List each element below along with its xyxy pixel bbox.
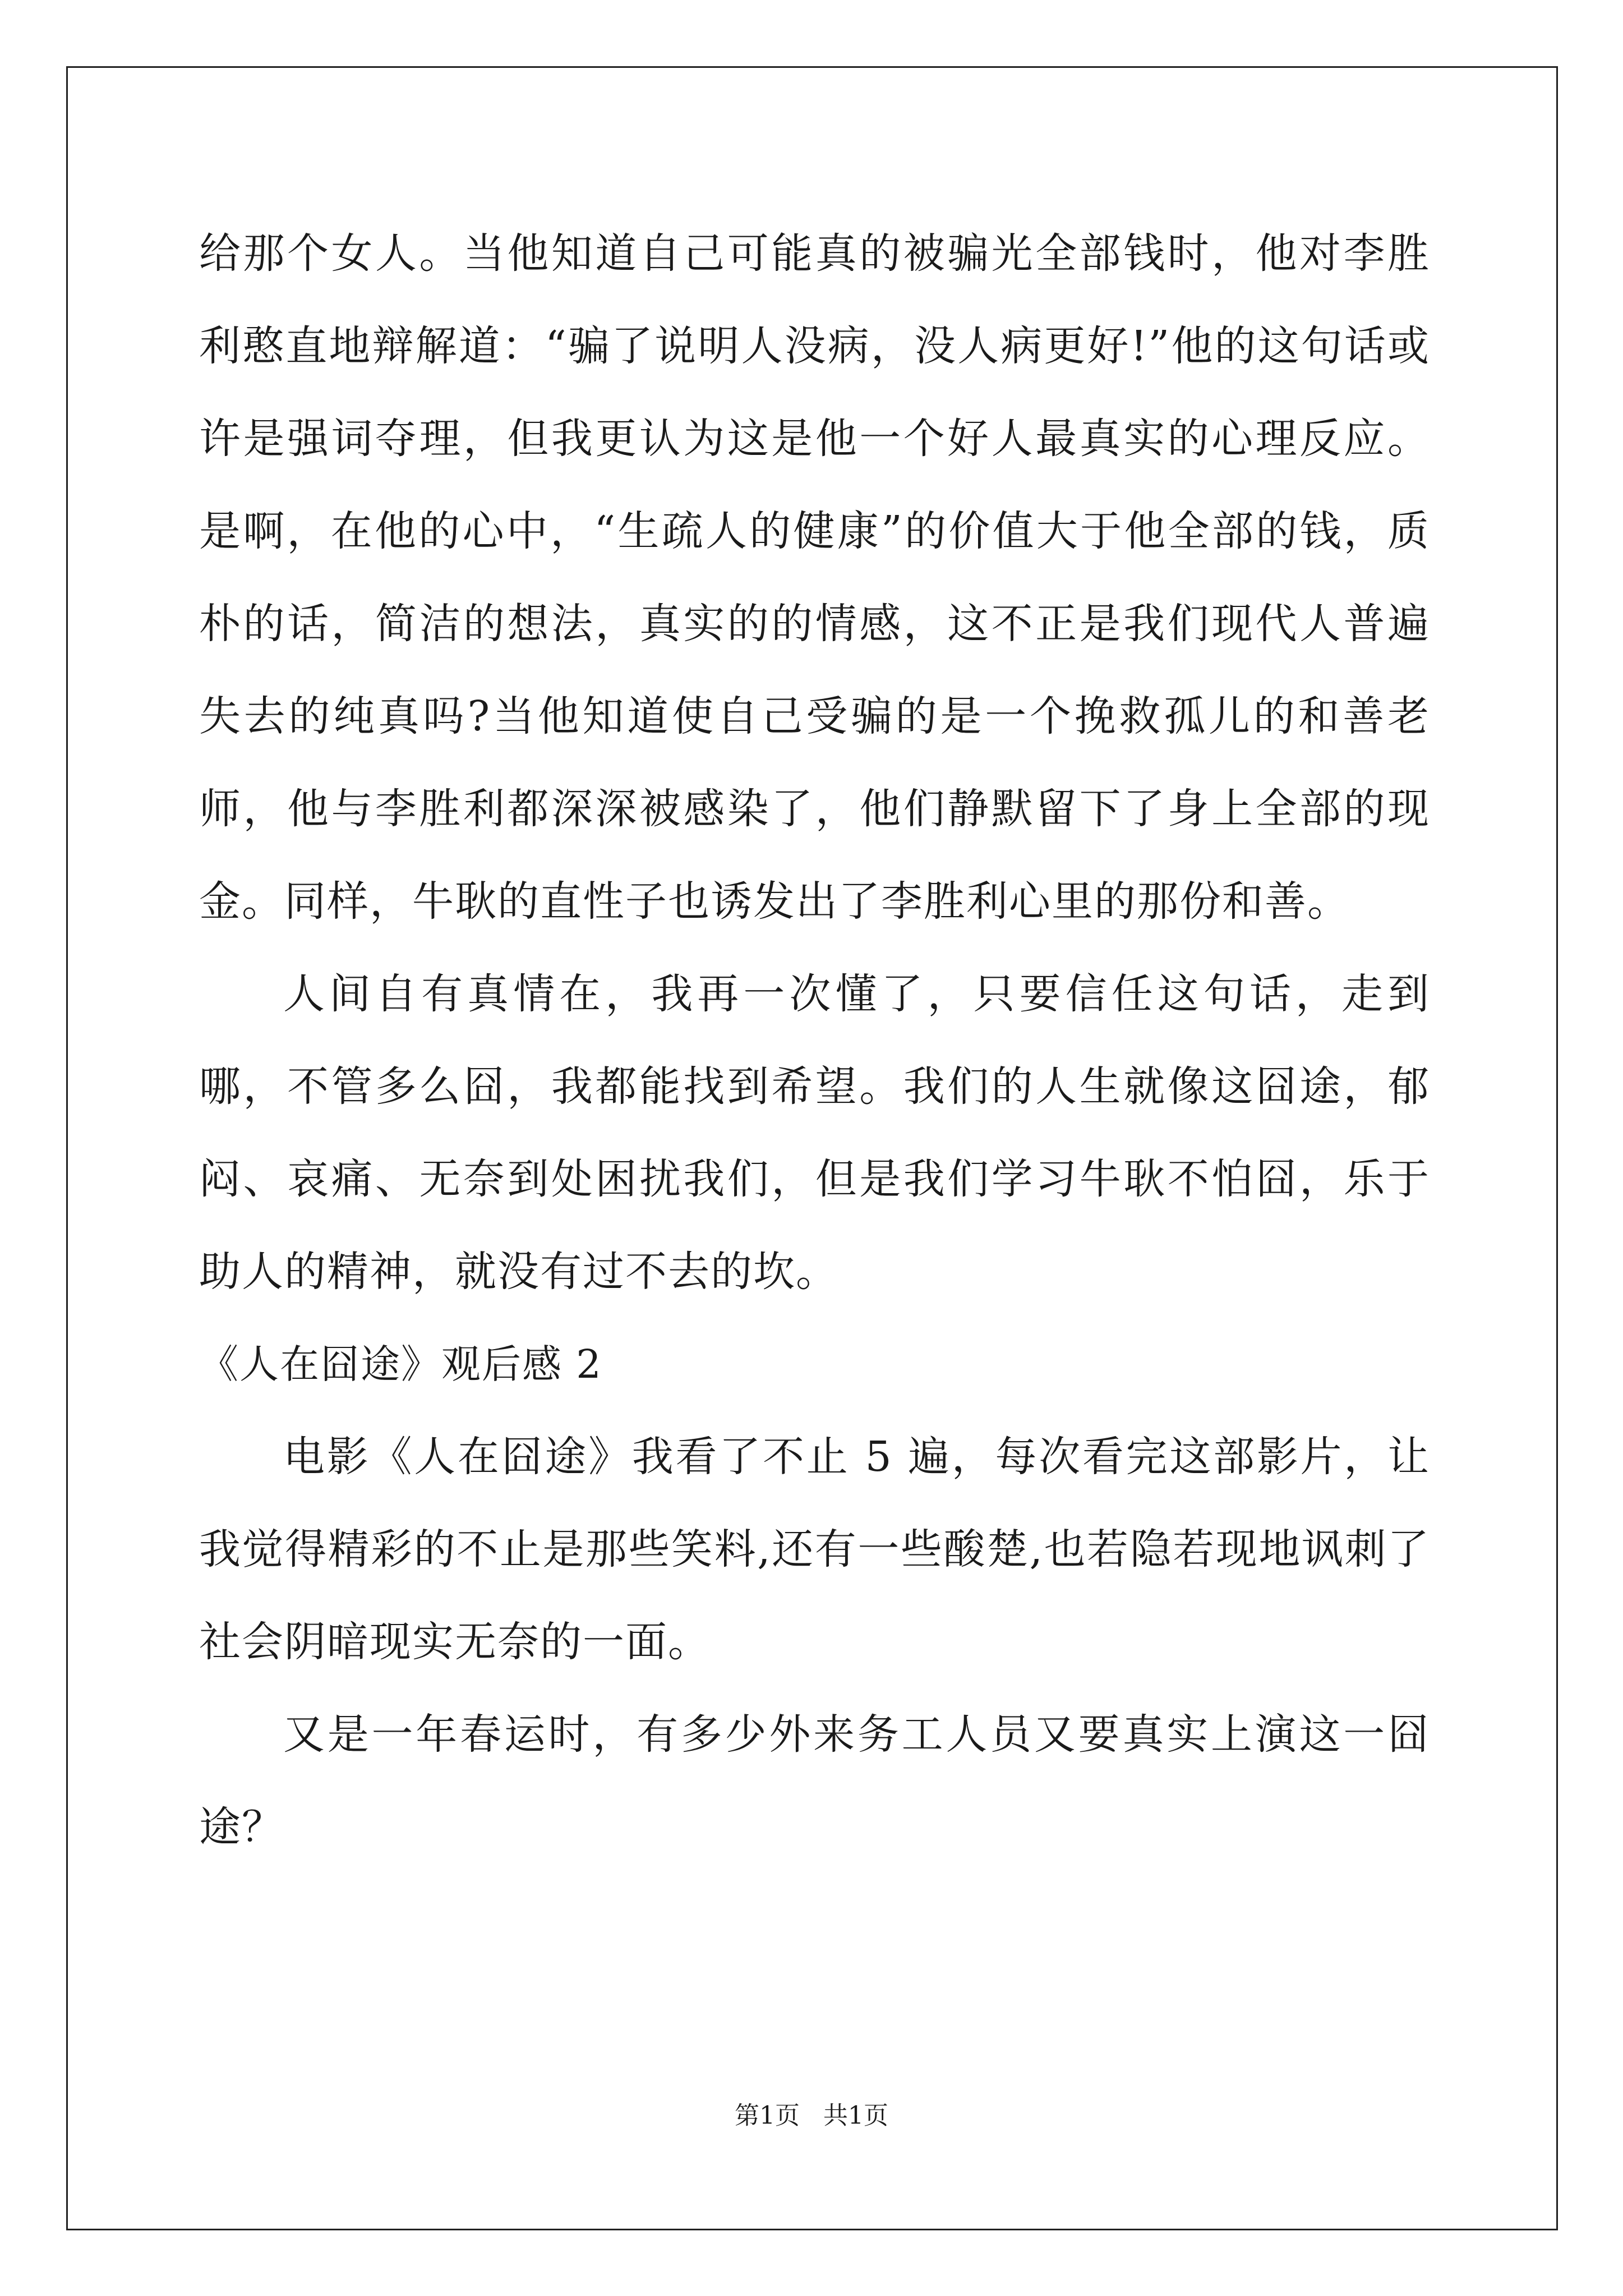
page-number: 第1页	[735, 2101, 800, 2130]
document-body	[199, 208, 1430, 1874]
paragraph: 给那个女人。当他知道自己可能真的被骗光全部钱时，他对李胜利憨直地辩解道：“骗了说明人没病，没人病更好!”他的这句话或许是强词夺理，但我更认为这是他一个好人最真实的心理反应。是啊，在他的心中，“生疏人的健康”的价值大于他全部的钱，质朴的话，简洁的想法，真实的的情感，这不正是我们现代人普遍失去的纯真吗?当他知道使自己受骗的是一个挽救孤儿的和善老师，他与李胜利都深深被感染了，他们静默留下了身上全部的现金。同样，牛耿的直性子也诱发出了李胜利心里的那份和善。	[199, 229, 1430, 926]
page-footer	[0, 2095, 1623, 2131]
page-total: 共1页	[823, 2101, 888, 2130]
section-heading: 《人在囧途》观后感 2	[199, 1341, 602, 1387]
paragraph: 电影《人在囧途》我看了不止 5 遍，每次看完这部影片，让我觉得精彩的不止是那些笑料,还有一些酸楚,也若隐若现地讽刺了社会阴暗现实无奈的一面。	[199, 1433, 1430, 1666]
paragraph: 又是一年春运时，有多少外来务工人员又要真实上演这一囧途？	[199, 1710, 1430, 1851]
paragraph: 人间自有真情在，我再一次懂了，只要信任这句话，走到哪，不管多么囧，我都能找到希望。我们的人生就像这囧途，郁闷、哀痛、无奈到处困扰我们，但是我们学习牛耿不怕囧，乐于助人的精神，就没有过不去的坎。	[199, 970, 1430, 1296]
